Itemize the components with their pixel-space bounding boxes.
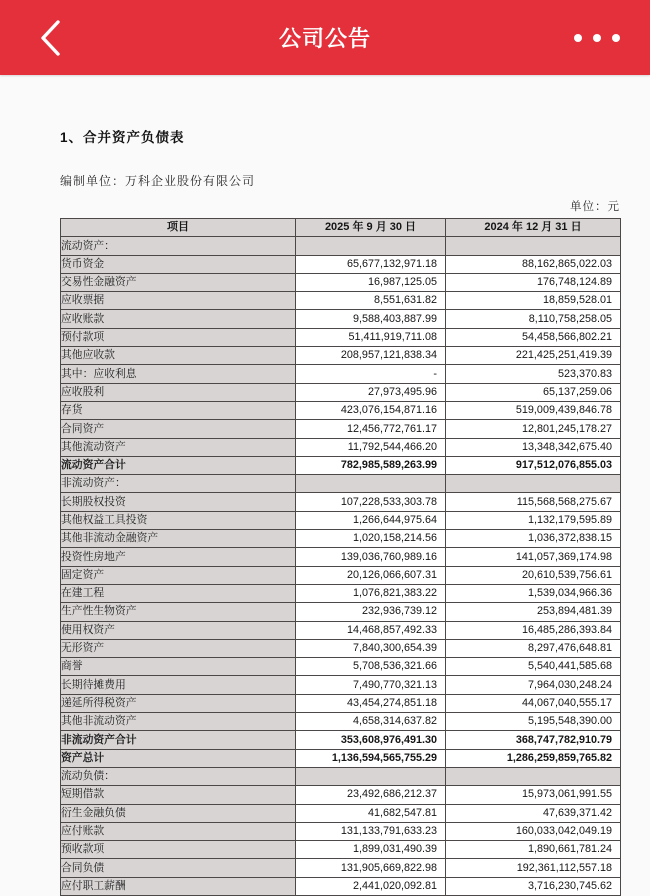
row-label: 其他流动资产 [61, 438, 296, 456]
table-row [61, 255, 621, 273]
table-row [61, 804, 621, 822]
value-2025-09-30: 4,658,314,637.82 [296, 713, 446, 731]
table-header-row [61, 219, 621, 237]
value-2025-09-30: 41,682,547.81 [296, 804, 446, 822]
value-2025-09-30: 1,899,031,490.39 [296, 841, 446, 859]
prepared-by-line: 编制单位：万科企业股份有限公司 [60, 174, 256, 188]
value-2025-09-30: 12,456,772,761.17 [296, 420, 446, 438]
value-2024-12-31: 221,425,251,419.39 [446, 347, 621, 365]
section-title: 1、合并资产负债表 [60, 130, 185, 145]
value-2024-12-31: 5,195,548,390.00 [446, 713, 621, 731]
table-row [61, 713, 621, 731]
table-row [61, 621, 621, 639]
value-2025-09-30: 20,126,066,607.31 [296, 566, 446, 584]
value-2025-09-30: 16,987,125.05 [296, 273, 446, 291]
row-label: 预付款项 [61, 328, 296, 346]
table-row [61, 694, 621, 712]
table-row [61, 786, 621, 804]
row-label: 应付职工薪酬 [61, 877, 296, 895]
table-row [61, 511, 621, 529]
value-2024-12-31: 13,348,342,675.40 [446, 438, 621, 456]
row-label: 流动资产： [61, 237, 296, 255]
value-2024-12-31 [446, 475, 621, 493]
value-2025-09-30: 11,792,544,466.20 [296, 438, 446, 456]
table-row [61, 347, 621, 365]
row-label: 合同负债 [61, 859, 296, 877]
table-row [61, 566, 621, 584]
value-2025-09-30: 353,608,976,491.30 [296, 731, 446, 749]
announcement-document [0, 75, 650, 896]
value-2025-09-30: 131,133,791,633.23 [296, 822, 446, 840]
table-row [61, 401, 621, 419]
table-row [61, 822, 621, 840]
column-header-2024-12-31: 2024 年 12 月 31 日 [446, 219, 621, 237]
row-label: 在建工程 [61, 584, 296, 602]
value-2025-09-30: 208,957,121,838.34 [296, 347, 446, 365]
table-row [61, 456, 621, 474]
value-2024-12-31: 16,485,286,393.84 [446, 621, 621, 639]
row-label: 其他应收款 [61, 347, 296, 365]
row-label: 衍生金融负债 [61, 804, 296, 822]
row-label: 无形资产 [61, 639, 296, 657]
value-2024-12-31: 141,057,369,174.98 [446, 548, 621, 566]
value-2025-09-30: 23,492,686,212.37 [296, 786, 446, 804]
value-2024-12-31: 1,890,661,781.24 [446, 841, 621, 859]
value-2024-12-31: 44,067,040,555.17 [446, 694, 621, 712]
ellipsis-icon [574, 34, 582, 42]
app-bar [0, 0, 650, 75]
table-row [61, 237, 621, 255]
value-2025-09-30: 51,411,919,711.08 [296, 328, 446, 346]
balance-sheet-table [60, 218, 621, 896]
table-row [61, 383, 621, 401]
value-2024-12-31: 15,973,061,991.55 [446, 786, 621, 804]
row-label: 其他非流动金融资产 [61, 530, 296, 548]
value-2024-12-31: 253,894,481.39 [446, 603, 621, 621]
value-2025-09-30: 1,076,821,383.22 [296, 584, 446, 602]
value-2025-09-30 [296, 237, 446, 255]
table-row [61, 438, 621, 456]
value-2024-12-31: 3,716,230,745.62 [446, 877, 621, 895]
table-row [61, 731, 621, 749]
table-row [61, 658, 621, 676]
unit-note: 单位：元 [570, 201, 620, 213]
row-label: 交易性金融资产 [61, 273, 296, 291]
table-row [61, 493, 621, 511]
value-2024-12-31: 5,540,441,585.68 [446, 658, 621, 676]
table-row [61, 676, 621, 694]
value-2025-09-30: 7,490,770,321.13 [296, 676, 446, 694]
table-row [61, 273, 621, 291]
table-row [61, 292, 621, 310]
value-2025-09-30: 1,020,158,214.56 [296, 530, 446, 548]
value-2025-09-30: 131,905,669,822.98 [296, 859, 446, 877]
value-2024-12-31: 523,370.83 [446, 365, 621, 383]
table-row [61, 310, 621, 328]
value-2025-09-30: 2,441,020,092.81 [296, 877, 446, 895]
value-2024-12-31: 1,132,179,595.89 [446, 511, 621, 529]
row-label: 流动负债： [61, 767, 296, 785]
table-row [61, 749, 621, 767]
value-2024-12-31: 176,748,124.89 [446, 273, 621, 291]
column-header-2025-09-30: 2025 年 9 月 30 日 [296, 219, 446, 237]
value-2024-12-31: 1,539,034,966.36 [446, 584, 621, 602]
value-2024-12-31: 1,036,372,838.15 [446, 530, 621, 548]
value-2024-12-31: 65,137,259.06 [446, 383, 621, 401]
value-2024-12-31: 20,610,539,756.61 [446, 566, 621, 584]
row-label: 使用权资产 [61, 621, 296, 639]
value-2025-09-30: - [296, 365, 446, 383]
value-2025-09-30: 1,136,594,565,755.29 [296, 749, 446, 767]
row-label: 其中：应收利息 [61, 365, 296, 383]
page-title: 公司公告 [278, 26, 371, 51]
more-menu-button[interactable] [574, 0, 620, 75]
row-label: 应收票据 [61, 292, 296, 310]
row-label: 生产性生物资产 [61, 603, 296, 621]
row-label: 货币资金 [61, 255, 296, 273]
value-2025-09-30: 9,588,403,887.99 [296, 310, 446, 328]
value-2025-09-30: 65,677,132,971.18 [296, 255, 446, 273]
row-label: 存货 [61, 401, 296, 419]
value-2024-12-31 [446, 237, 621, 255]
ellipsis-icon [593, 34, 601, 42]
row-label: 非流动资产： [61, 475, 296, 493]
table-row [61, 767, 621, 785]
value-2024-12-31: 47,639,371.42 [446, 804, 621, 822]
row-label: 长期股权投资 [61, 493, 296, 511]
row-label: 预收款项 [61, 841, 296, 859]
value-2025-09-30: 107,228,533,303.78 [296, 493, 446, 511]
table-row [61, 859, 621, 877]
value-2025-09-30: 232,936,739.12 [296, 603, 446, 621]
table-row [61, 603, 621, 621]
row-label: 应收股利 [61, 383, 296, 401]
chevron-left-icon [39, 19, 61, 57]
row-label: 应付账款 [61, 822, 296, 840]
row-label: 应收账款 [61, 310, 296, 328]
table-row [61, 530, 621, 548]
value-2025-09-30: 1,266,644,975.64 [296, 511, 446, 529]
value-2024-12-31: 160,033,042,049.19 [446, 822, 621, 840]
row-label: 投资性房地产 [61, 548, 296, 566]
row-label: 合同资产 [61, 420, 296, 438]
table-row [61, 328, 621, 346]
row-label: 递延所得税资产 [61, 694, 296, 712]
value-2025-09-30: 43,454,274,851.18 [296, 694, 446, 712]
row-label: 流动资产合计 [61, 456, 296, 474]
value-2025-09-30: 27,973,495.96 [296, 383, 446, 401]
row-label: 资产总计 [61, 749, 296, 767]
row-label: 非流动资产合计 [61, 731, 296, 749]
value-2024-12-31: 8,110,758,258.05 [446, 310, 621, 328]
value-2024-12-31 [446, 767, 621, 785]
value-2024-12-31: 519,009,439,846.78 [446, 401, 621, 419]
row-label: 长期待摊费用 [61, 676, 296, 694]
value-2024-12-31: 1,286,259,859,765.82 [446, 749, 621, 767]
value-2024-12-31: 917,512,076,855.03 [446, 456, 621, 474]
table-row [61, 475, 621, 493]
value-2024-12-31: 7,964,030,248.24 [446, 676, 621, 694]
back-button[interactable] [28, 0, 72, 75]
value-2024-12-31: 88,162,865,022.03 [446, 255, 621, 273]
value-2025-09-30: 8,551,631.82 [296, 292, 446, 310]
row-label: 其他权益工具投资 [61, 511, 296, 529]
value-2024-12-31: 368,747,782,910.79 [446, 731, 621, 749]
balance-sheet-body [61, 237, 621, 896]
ellipsis-icon [612, 34, 620, 42]
row-label: 其他非流动资产 [61, 713, 296, 731]
value-2024-12-31: 115,568,568,275.67 [446, 493, 621, 511]
value-2024-12-31: 18,859,528.01 [446, 292, 621, 310]
row-label: 短期借款 [61, 786, 296, 804]
row-label: 固定资产 [61, 566, 296, 584]
value-2024-12-31: 8,297,476,648.81 [446, 639, 621, 657]
value-2025-09-30: 139,036,760,989.16 [296, 548, 446, 566]
value-2025-09-30: 423,076,154,871.16 [296, 401, 446, 419]
row-label: 商誉 [61, 658, 296, 676]
value-2024-12-31: 54,458,566,802.21 [446, 328, 621, 346]
table-row [61, 548, 621, 566]
table-row [61, 584, 621, 602]
table-row [61, 639, 621, 657]
table-row [61, 420, 621, 438]
value-2024-12-31: 192,361,112,557.18 [446, 859, 621, 877]
table-row [61, 365, 621, 383]
value-2025-09-30: 782,985,589,263.99 [296, 456, 446, 474]
value-2025-09-30 [296, 475, 446, 493]
table-row [61, 841, 621, 859]
value-2025-09-30: 5,708,536,321.66 [296, 658, 446, 676]
value-2025-09-30: 7,840,300,654.39 [296, 639, 446, 657]
column-header-item: 项目 [61, 219, 296, 237]
value-2025-09-30 [296, 767, 446, 785]
value-2024-12-31: 12,801,245,178.27 [446, 420, 621, 438]
table-row [61, 877, 621, 895]
value-2025-09-30: 14,468,857,492.33 [296, 621, 446, 639]
